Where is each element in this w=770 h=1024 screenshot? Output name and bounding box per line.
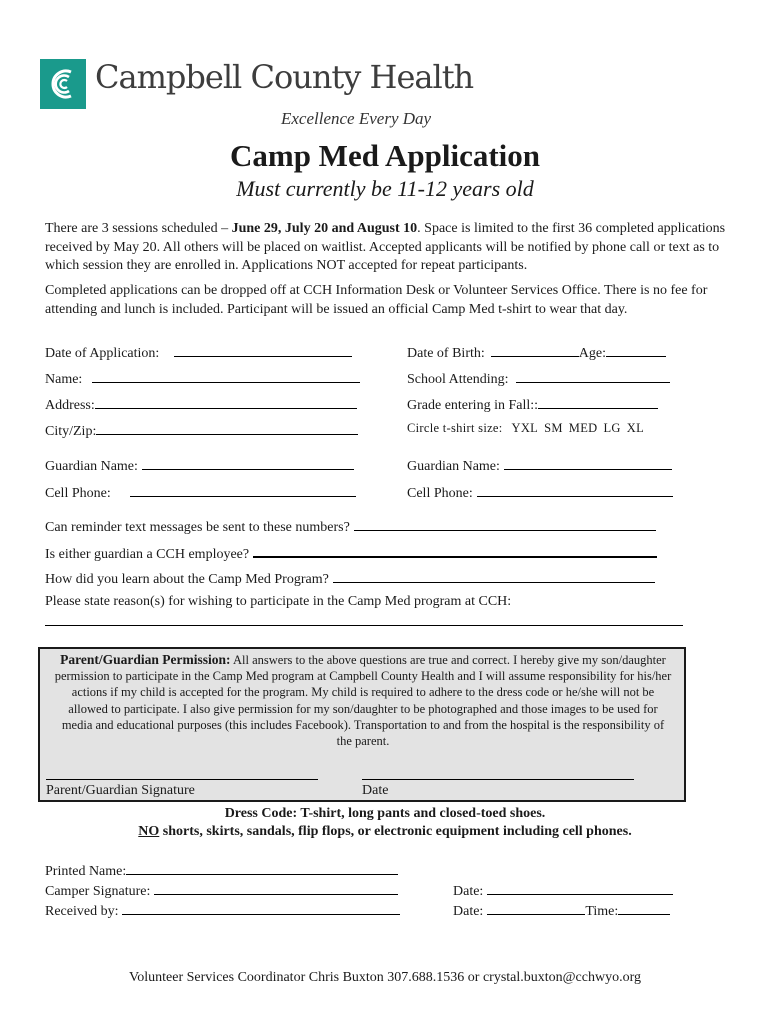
date-of-application-label: Date of Application: [45,346,160,361]
camper-date-label: Date: [453,884,484,899]
intro-paragraph-2: Completed applications can be dropped off at CCH Information Desk or Volunteer Services Office. There is no fee for attending and lunch is included. Participant will be issued an official Camp Med t-shirt to wear that day. [45,283,708,317]
reason-label: Please state reason(s) for wishing to participate in the Camp Med program at CCH: [45,594,512,609]
footer-contact: Volunteer Services Coordinator Chris Buxton 307.688.1536 or crystal.buxton@cchwyo.org [128,970,642,985]
permission-text: Parent/Guardian Permission: All answers to the above questions are true and correct. I hereby give my son/daughter permission to participate in the Camp Med program at Campbell County Health and I will assume responsibility for his/her actions if my child is accepted for the program. My child is required to adhere to the dress code or he/she will not be allowed to participate. I also give permission for my son/daughter to be photographed and those images to be used for media and educational purposes (this includes Facebook). Transportation to and from the hospital is the responsibility of the parent. [54,652,672,749]
date-of-application-field[interactable] [45,342,352,362]
guardian-name-1-field[interactable] [45,455,354,475]
reminder-text-label: Can reminder text messages be sent to these numbers? [45,520,350,535]
guardian-signature-label: Parent/Guardian Signature [46,783,195,798]
brand-name: Campbell County Health [95,58,474,96]
tshirt-size-field [407,421,650,441]
reason-question [45,594,511,614]
city-zip-field[interactable] [45,420,358,440]
cch-employee-question[interactable] [45,542,657,562]
camper-signature-label: Camper Signature: [45,884,151,899]
received-date-field[interactable] [453,900,670,920]
camper-date-field[interactable] [453,880,673,900]
age-label: Age: [578,346,606,361]
cell-phone-2-field[interactable] [407,482,673,502]
permission-box [38,647,686,802]
school-attending-field[interactable] [407,368,670,388]
reason-answer-line[interactable] [45,625,683,626]
dress-code-line-1: Dress Code: T-shirt, long pants and closed-toed shoes. [224,806,546,821]
page-subtitle: Must currently be 11-12 years old [236,176,534,201]
tshirt-size-xl[interactable]: XL [626,421,645,435]
permission-date-label: Date [362,783,389,798]
printed-name-field[interactable] [45,860,398,880]
name-label: Name: [45,372,83,387]
cch-employee-label: Is either guardian a CCH employee? [45,547,250,562]
grade-entering-field[interactable] [407,394,658,414]
time-label: Time: [585,904,619,919]
printed-name-label: Printed Name: [45,864,127,879]
date-of-birth-label: Date of Birth: [407,346,485,361]
guardian-name-1-label: Guardian Name: [45,459,138,474]
tshirt-size-yxl[interactable]: YXL [511,421,539,435]
reminder-text-question[interactable] [45,516,656,536]
permission-heading: Parent/Guardian Permission: [60,652,231,667]
cell-phone-1-label: Cell Phone: [45,486,111,501]
learn-about-label: How did you learn about the Camp Med Program? [45,572,329,587]
grade-entering-label: Grade entering in Fall:: [407,398,539,413]
guardian-signature-line[interactable] [46,779,318,780]
page-title: Camp Med Application [229,138,541,173]
camper-signature-field[interactable] [45,880,398,900]
received-date-label: Date: [453,904,484,919]
received-by-field[interactable] [45,900,400,920]
permission-date-line[interactable] [362,779,634,780]
name-field[interactable] [45,368,360,388]
dress-code-line-2: NO shorts, skirts, sandals, flip flops, or electronic equipment including cell phones. [138,824,632,839]
cell-phone-1-field[interactable] [45,482,356,502]
dress-code-no: NO [138,824,160,839]
cell-phone-2-label: Cell Phone: [407,486,473,501]
ccc-swirl-logo-icon [40,59,86,109]
tshirt-size-lg[interactable]: LG [603,421,621,435]
tagline: Excellence Every Day [281,109,432,128]
guardian-name-2-label: Guardian Name: [407,459,500,474]
school-attending-label: School Attending: [407,372,509,387]
guardian-name-2-field[interactable] [407,455,672,475]
intro-paragraph-1: There are 3 sessions scheduled – June 29, July 20 and August 10. Space is limited to the first 36 completed applications received by May 20. All others will be placed on waitlist. Accepted applicants will be notified by phone call or text as to which session they are enrolled in. Applications NOT accepted for repeat participants. [45,221,726,273]
city-zip-label: City/Zip: [45,424,97,439]
learn-about-question[interactable] [45,568,655,588]
received-by-label: Received by: [45,904,119,919]
session-dates: June 29, July 20 and August 10 [231,221,418,236]
address-label: Address: [45,398,95,413]
address-field[interactable] [45,394,357,414]
tshirt-size-label: Circle t-shirt size: [407,421,503,435]
date-of-birth-field[interactable] [407,342,666,362]
tshirt-size-sm[interactable]: SM [544,421,563,435]
tshirt-size-med[interactable]: MED [568,421,598,435]
